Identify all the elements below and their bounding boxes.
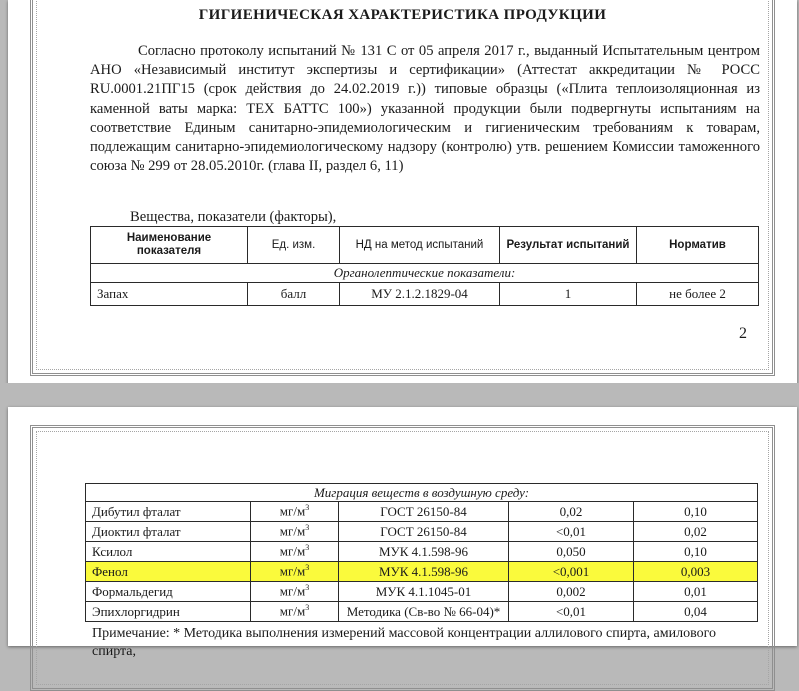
cell-norm: 0,01 [634,582,758,602]
cell-substance: Дибутил фталат [86,502,251,522]
table-row [86,602,758,622]
table-row [91,283,759,306]
unit-base: мг/м [279,503,306,519]
cell-norm: 0,02 [634,522,758,542]
table-row [86,522,758,542]
document-page-bottom [8,407,797,659]
cell-result: 1 [500,283,637,306]
unit-exponent: 3 [305,503,310,513]
unit-exponent: 3 [305,563,310,573]
unit-exponent: 3 [305,583,310,593]
header-result: Результат испытаний [500,227,637,264]
cell-result: 0,02 [509,502,634,522]
cell-unit [251,562,339,582]
page-gap [0,383,799,407]
section-row [91,264,759,283]
protocol-paragraph: Согласно протоколу испытаний № 131 С от 05 апреля 2017 г., выданный Испытательным центром АНО «Независимый институт экспертизы и сертификации» (Аттестат аккредитации № РОСС RU.0001.21ПГ15 (срок действия до 24.02.2019 г.)) типовые образцы («Плита теплоизоляционная из каменной ваты марка: ТЕХ БАТТС 100») указанной продукции были подвергнуты испытаниям на соответствие Единым санитарно-эпидемиологическим и гигиеническим требованиям к товарам, подлежащим санитарно-эпидемиологическому надзору (контролю) утв. решением Комиссии таможенного союза № 299 от 28.05.2010г. (глава II, раздел 6, 11) [90,43,760,175]
header-indicator: Наименование показателя [91,227,248,264]
unit-base: мг/м [279,563,306,579]
cell-method: МУК 4.1.598-96 [339,542,509,562]
header-norm: Норматив [637,227,759,264]
unit-base: мг/м [279,543,306,559]
cell-result: 0,002 [509,582,634,602]
cell-result: 0,050 [509,542,634,562]
cell-norm: 0,10 [634,542,758,562]
cell-method: МУК 4.1.1045-01 [339,582,509,602]
substances-label: Вещества, показатели (факторы), [130,209,337,225]
cell-substance: Фенол [86,562,251,582]
cell-norm: 0,003 [634,562,758,582]
cell-method: ГОСТ 26150-84 [339,522,509,542]
cell-substance: Формальдегид [86,582,251,602]
table-row-highlighted [86,562,758,582]
unit-base: мг/м [279,583,306,599]
unit-base: мг/м [279,603,306,619]
cell-unit [251,602,339,622]
cell-method: МУК 4.1.598-96 [339,562,509,582]
unit-exponent: 3 [305,523,310,533]
cell-unit [251,542,339,562]
cell-indicator: Запах [91,283,248,306]
cell-unit [251,502,339,522]
cell-result: <0,01 [509,602,634,622]
organoleptic-table [90,226,759,306]
cell-substance: Диоктил фталат [86,522,251,542]
header-unit: Ед. изм. [248,227,340,264]
unit-base: мг/м [279,523,306,539]
cell-result: <0,001 [509,562,634,582]
cell-unit [251,522,339,542]
document-title: ГИГИЕНИЧЕСКАЯ ХАРАКТЕРИСТИКА ПРОДУКЦИИ [198,7,607,23]
table-row [86,582,758,602]
cell-norm: не более 2 [637,283,759,306]
table-row [86,542,758,562]
cell-norm: 0,04 [634,602,758,622]
unit-exponent: 3 [305,543,310,553]
page-number: 2 [739,325,747,342]
footnote: Примечание: * Методика выполнения измерений массовой концентрации аллилового спирта, амилового спирта, [92,626,716,659]
cell-method: Методика (Св-во № 66-04)* [339,602,509,622]
cell-unit [251,582,339,602]
cell-substance: Эпихлоргидрин [86,602,251,622]
migration-table [85,483,758,622]
table-header-row [91,227,759,264]
cell-substance: Ксилол [86,542,251,562]
section-row [86,484,758,502]
unit-exponent: 3 [305,603,310,613]
cell-method: ГОСТ 26150-84 [339,502,509,522]
cell-norm: 0,10 [634,502,758,522]
header-method: НД на метод испытаний [340,227,500,264]
document-page-top [8,0,797,390]
cell-result: <0,01 [509,522,634,542]
table-row [86,502,758,522]
cell-method: МУ 2.1.2.1829-04 [340,283,500,306]
section-organoleptic: Органолептические показатели: [91,264,759,283]
cell-unit: балл [248,283,340,306]
section-migration: Миграция веществ в воздушную среду: [86,484,758,502]
